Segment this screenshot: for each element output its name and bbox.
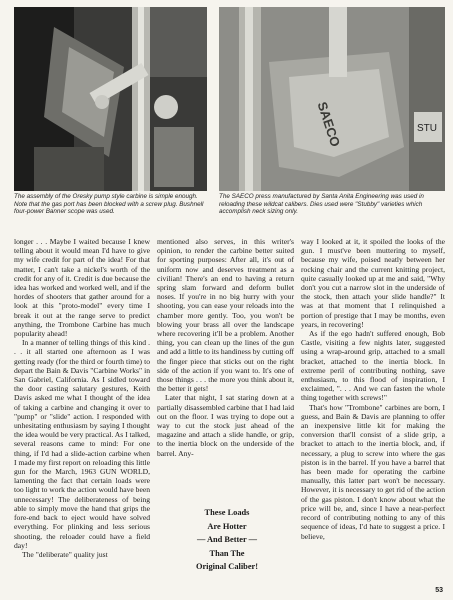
caption-left: The assembly of the Oresky pump style carbine is simple enough. Note that the gas port has been blocked with a screw plug. Bushnell four-power Banner scope was used. [14, 193, 204, 216]
pull-quote-line: — And Better — [196, 535, 258, 545]
stu-text: STU [417, 123, 437, 134]
body-column-3 [301, 237, 445, 541]
paragraph: As if the ego hadn't suffered enough, Bob Castle, visiting a few nights later, suggested using a wrap-around grip, attached to a small bracket, attached to the inertia block. In extreme peril of contributing nothing, save enthusiasm, to this flood of inspiration, I exclaimed, ". . . And we can fasten the whole thing together with screws!" [301, 329, 445, 403]
pull-quote-line: These Loads [204, 508, 250, 517]
paragraph: mentioned also serves, in this writer's opinion, to render the carbine better suited for sporting purposes: After all, it's out of uniform now and deserves treatment as a civilian! There's an end to having a return spring slam forward and deform bullet noses. If you're in no big hurry with your shooting, you can ease your reloads into the chamber more gently. Too, you won't be blowing your brass all over the landscape where recovering it'll be a problem. Another thing, you can clean up the lines of the gun and add a little to its handiness by cutting off the finger piece that sticks out on the right side of the action if you want to. It's one of those things . . . the more you think about it, the better it gets! [157, 237, 294, 394]
caption-right: The SAECO press manufactured by Santa Anita Engineering was used in reloading these wildcat calibers. Dies used were "Stubby" varieties which accomplish neck sizing only. [219, 193, 424, 216]
press-brand-text: SAECO [314, 99, 344, 149]
carbine-assembly-photo [14, 7, 207, 191]
saeco-press-photo [219, 7, 445, 191]
pull-quote-line: Are Hotter [207, 521, 247, 531]
body-column-1 [14, 237, 150, 559]
paragraph: longer . . . Maybe I waited because I knew telling about it would mean I'd have to give my wife credit for part of the idea! For that matter, I can't take a nickel's worth of the credit for any of it. Credit is due because the idea has worked and worked well, and if the hordes of shooters that gather around for a look at this "proto-model" every time I break it out at the range serve to predict anything, the Trombone Carbine has much popularity ahead! [14, 237, 150, 339]
paragraph: Later that night, I sat staring down at a partially disassembled carbine that I had laid out on the floor. I was trying to dope out a way to cut the stock just ahead of the magazine and attach a slide handle, or grip, to the inertia block on the underside of the barrel. Any- [157, 393, 294, 458]
pull-quote [168, 506, 286, 574]
paragraph: The "deliberate" quality just [22, 549, 108, 559]
paragraph: way I looked at it, it spoiled the looks of the gun. I must've been muttering to myself, because my wife, poised neatly between her rocking chair and the current knitting project, quite casually looked up at me and said, "Why don't you cut a narrow slot in the underside of the stock, then attach your slide handle?" It was at that moment that I relinquished a portion of prestige that I may be months, even years, in recovering! [301, 237, 445, 329]
paragraph: That's how "Trombone" carbines are born, I guess, and Bain & Davis are planning to offer an inexpensive little kit for making the conversion that'll consist of a slide grip, a bracket to attach to the inertia block, and, if necessary, a plug to screw into where the gas piston is in the barrel. If you have a barrel that has been made for operating the carbine manually, this latter part won't be necessary. However, it is necessary to get rid of the action of the gas piston. I don't know about what the price will be, and, since I have a near-perfect record of contributing nothing to any of this sequence of ideas, I'd hate to suggest a price. I believe, [301, 402, 445, 541]
pull-quote-line: Original Caliber! [195, 562, 259, 572]
pull-quote-line: Than The [209, 548, 245, 558]
body-column-2 [157, 237, 294, 458]
paragraph: In a manner of telling things of this kind . . . it all started one afternoon as I was getting ready (for the third or fourth time) to depart the Bain & Davis "Carbine Works" in San Gabriel, California. As I sidled toward the door casting salutary gestures, Keith Davis asked me what I thought of the idea of taking a carbine and changing it over to "pump" or "slide" action. I responded with unhesitating enthusiasm by saying I thought the idea would be very practical. As I talked, several reasons came to mind: For one thing, if I'd had a slide-action carbine when I made my first report on reloading this little gun for the March, 1963 GUN WORLD, lamenting the fact that certain loads were too light to work the action would have been unnecessary! The deliberateness of being able to simply move the hand that grips the fore-end back to eject would have solved everything. For plinking and less serious shooting, the reloader could have a field day! [14, 338, 150, 550]
page-number: 53 [435, 587, 443, 594]
